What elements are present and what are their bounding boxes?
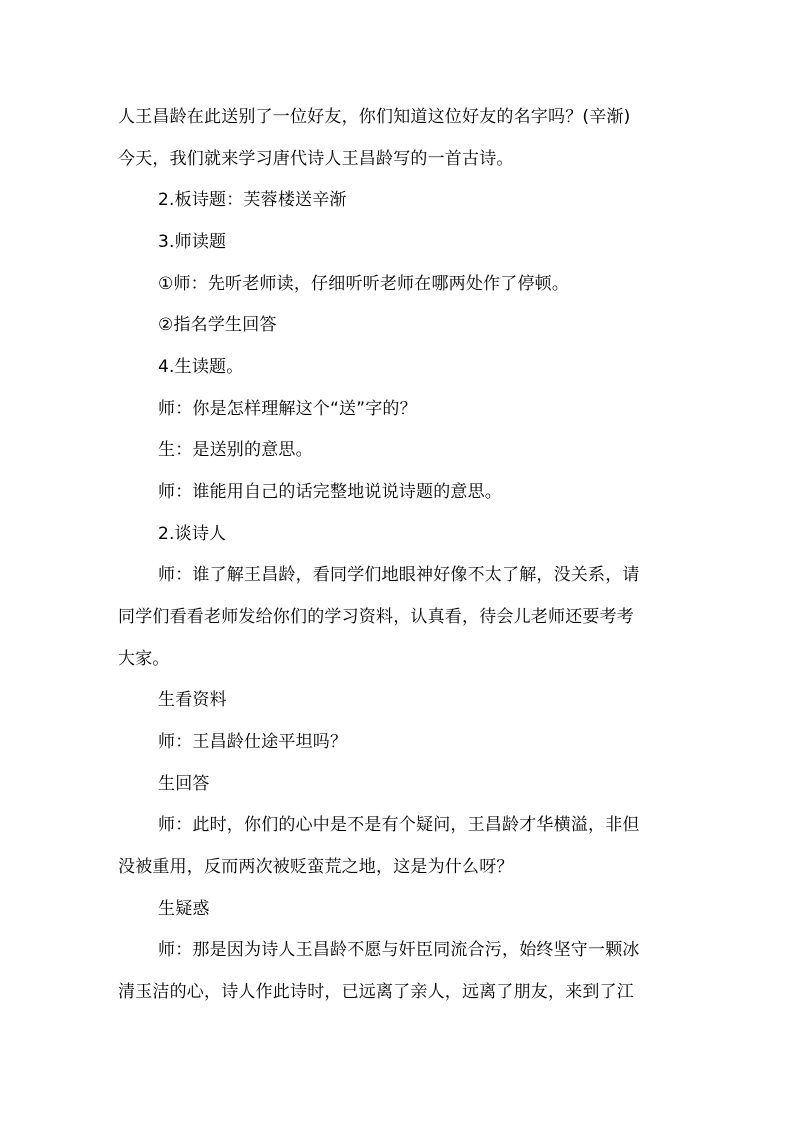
text-line: 生：是送别的意思。: [158, 440, 313, 460]
text-line: 人王昌龄在此送别了一位好友，你们知道这位好友的名字吗？(辛渐): [118, 107, 631, 127]
text-line: 师：你是怎样理解这个“送”字的？: [158, 399, 417, 419]
text-line: 师：谁能用自己的话完整地说说诗题的意思。: [158, 482, 502, 502]
text-line: 师：王昌龄仕途平坦吗？: [158, 732, 348, 752]
text-line: 生疑惑: [158, 899, 210, 919]
text-line: 生回答: [158, 774, 210, 794]
text-line: ②指名学生回答: [158, 315, 277, 335]
text-line: 3.师读题: [158, 232, 227, 252]
text-line: 同学们看看老师发给你们的学习资料，认真看，待会儿老师还要考考: [118, 607, 634, 627]
text-line: 2.谈诗人: [158, 524, 227, 544]
text-line: 清玉洁的心，诗人作此诗时，已远离了亲人，远离了朋友，来到了江: [118, 982, 634, 1002]
text-line: 师：那是因为诗人王昌龄不愿与奸臣同流合污，始终坚守一颗冰: [158, 940, 640, 960]
text-line: 大家。: [118, 649, 170, 669]
text-line: ①师：先听老师读，仔细听听老师在哪两处作了停顿。: [158, 274, 570, 294]
text-line: 生看资料: [158, 690, 227, 710]
text-line: 2.板诗题：芙蓉楼送辛渐: [158, 190, 347, 210]
text-line: 没被重用，反而两次被贬蛮荒之地，这是为什么呀？: [118, 857, 514, 877]
text-line: 4.生读题。: [158, 357, 244, 377]
text-line: 今天，我们就来学习唐代诗人王昌龄写的一首古诗。: [118, 149, 514, 169]
text-line: 师：此时，你们的心中是不是有个疑问，王昌龄才华横溢，非但: [158, 815, 640, 835]
text-line: 师：谁了解王昌龄，看同学们地眼神好像不太了解，没关系，请: [158, 565, 640, 585]
